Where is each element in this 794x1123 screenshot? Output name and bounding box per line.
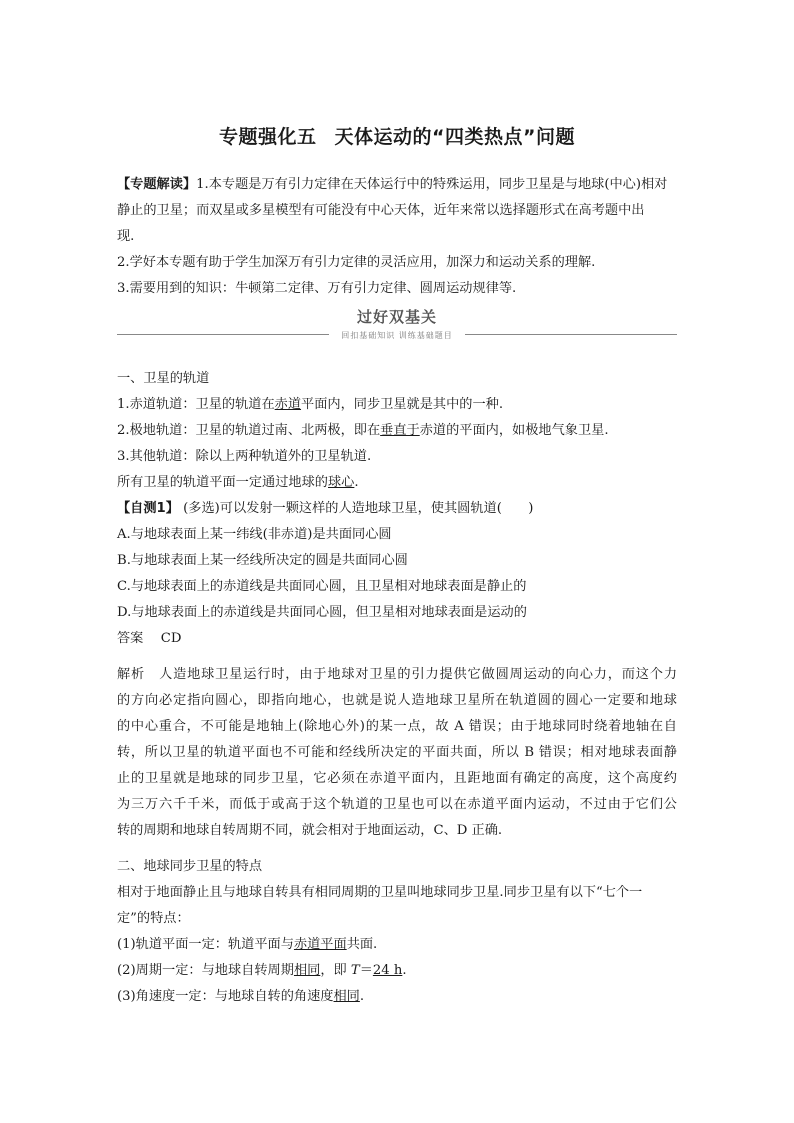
quiz-answer — [117, 626, 677, 652]
section2-desc1: 相对于地面静止且与地球自转具有相同周期的卫星叫地球同步卫星.同步卫星有以下“七个一 — [117, 885, 643, 900]
sync-point-3: (3)角速度一定：与地球自转的角速度相同. — [117, 989, 365, 1004]
blank-answer: 相同 — [293, 963, 321, 978]
blank-answer: 24 h — [372, 963, 403, 978]
section-sync-satellite — [117, 854, 677, 1010]
title-part2: 天体运动的“四类热点”问题 — [334, 126, 575, 148]
orbit-item-3: 3.其他轨道：除以上两种轨道外的卫星轨道. — [117, 449, 372, 464]
sync-point-1: (1)轨道平面一定：轨道平面与赤道平面共面. — [117, 937, 378, 952]
quiz-question: 【自测1】 (多选)可以发射一颗这样的人造地球卫星，使其圆轨道( ) — [117, 501, 534, 516]
intro-line5: 3.需要用到的知识：牛顿第二定律、万有引力定律、圆周运动规律等. — [117, 281, 517, 296]
quiz-option-a: A.与地球表面上某一纬线(非赤道)是共面同心圆 — [117, 527, 392, 542]
section-orbits — [117, 366, 677, 652]
answer-label: 答案 — [117, 631, 144, 646]
blank-answer: 相同 — [333, 989, 360, 1004]
blank-answer: 赤道 — [274, 397, 302, 412]
quiz-option-c: C.与地球表面上的赤道线是共面同心圆，且卫星相对地球表面是静止的 — [117, 579, 527, 594]
quiz-option-d: D.与地球表面上的赤道线是共面同心圆，但卫星相对地球表面是运动的 — [117, 605, 527, 620]
analysis-section: 解析 人造地球卫星运行时，由于地球对卫星的引力提供它做圆周运动的向心力，而这个力 的方向必定指向圆心，即指向地心，也就是说人造地球卫星所在轨道圆的圆心一定要和地球 的中心重合，不可能是地轴上(除地心外)的某一点，故 A 错误；由于地球同时绕着地轴在自 转，所以卫星的轨道平面也不可能和经线所决定的平面共面，所以 B 错误；相对地球表面静 止的卫星就是地球的同步卫星，它必须在赤道平面内，且距地面有确定的高度，这个高度约 为三万六千千米，而低于或高于这个轨道的卫星也可以在赤道平面内运动，不过由于它们公 转的周期和地球自转周期不同，就会相对于地面运动，C、D 正确. — [117, 667, 678, 838]
analysis-label: 解析 — [117, 667, 146, 682]
blank-answer: 垂直于 — [380, 423, 420, 438]
intro-line4: 2.学好本专题有助于学生加深万有引力定律的灵活应用，加深力和运动关系的理解. — [117, 255, 596, 270]
title-part1: 专题强化五 — [219, 126, 317, 148]
blank-answer: 球心 — [328, 475, 355, 490]
section-banner — [117, 306, 677, 346]
intro-line2: 静止的卫星；而双星或多星模型有可能没有中心天体，近年来常以选择题形式在高考题中出 — [117, 203, 645, 218]
intro-section — [117, 172, 677, 302]
answer-value: CD — [160, 631, 182, 646]
banner-title: 过好双基关 — [356, 308, 437, 326]
orbit-item-1: 1.赤道轨道：卫星的轨道在赤道平面内，同步卫星就是其中的一种. — [117, 397, 504, 412]
quiz-tag: 【自测1】 — [117, 501, 179, 516]
orbit-summary: 所有卫星的轨道平面一定通过地球的球心. — [117, 475, 359, 490]
page-title — [117, 122, 677, 149]
sync-point-2: (2)周期一定：与地球自转周期相同，即 T＝24 h. — [117, 963, 407, 978]
banner-subtitle: 回扣基础知识 训练基础题目 — [341, 331, 453, 340]
quiz-option-b: B.与地球表面上某一经线所决定的圆是共面同心圆 — [117, 553, 408, 568]
section2-desc2: 定”的特点： — [117, 911, 190, 926]
orbit-item-2: 2.极地轨道：卫星的轨道过南、北两极，即在垂直于赤道的平面内，如极地气象卫星. — [117, 423, 609, 438]
intro-line3: 现. — [117, 229, 135, 244]
blank-answer: 赤道平面 — [293, 937, 347, 952]
intro-tag: 【专题解读】 — [117, 177, 197, 192]
intro-line1: 1.本专题是万有引力定律在天体运行中的特殊运用，同步卫星是与地球(中心)相对 — [196, 177, 668, 192]
section1-heading: 一、卫星的轨道 — [117, 371, 210, 386]
section2-heading: 二、地球同步卫星的特点 — [117, 859, 263, 874]
